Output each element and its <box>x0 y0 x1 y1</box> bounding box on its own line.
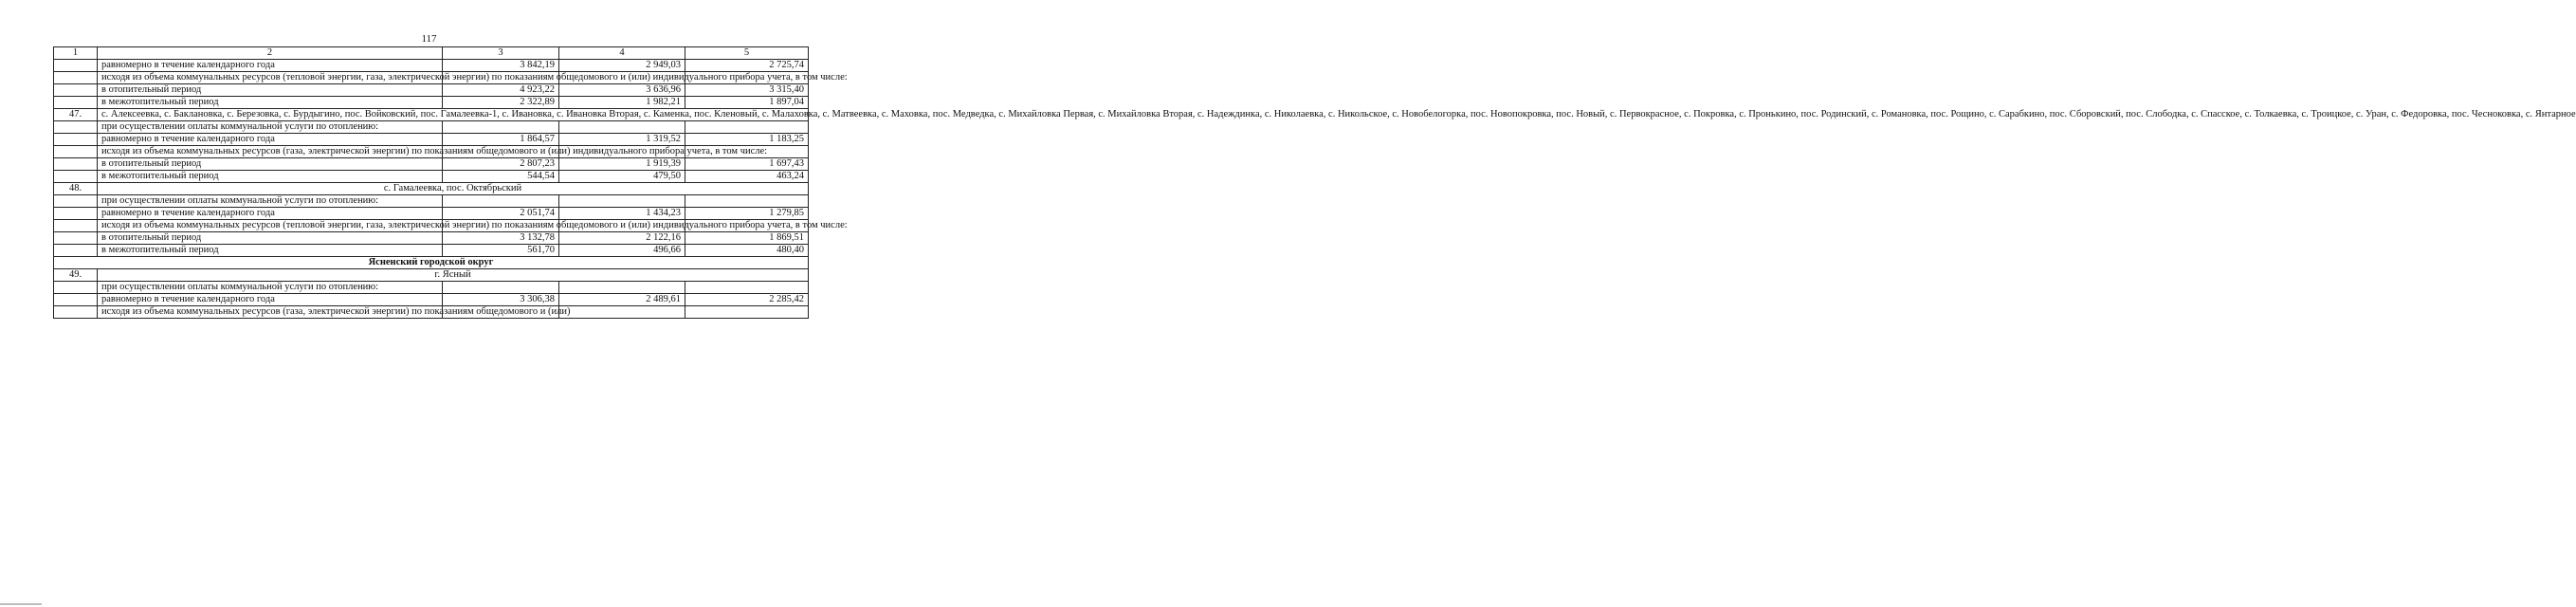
value-col-3: 1 864,57 <box>443 134 559 146</box>
locality-row <box>54 183 809 195</box>
value-col-3: 3 842,19 <box>443 60 559 72</box>
value-col-3: 2 051,74 <box>443 208 559 220</box>
row-description: при осуществлении оплаты коммунальной услуги по отоплению: <box>98 121 443 134</box>
value-col-5: 480,40 <box>685 245 809 257</box>
row-number <box>54 245 98 257</box>
table-row <box>54 60 809 72</box>
page-number: 117 <box>421 33 437 45</box>
row-description: в межотопительный период <box>98 245 443 257</box>
header-col-1: 1 <box>54 47 98 60</box>
value-col-4: 3 636,96 <box>559 84 685 97</box>
table-row <box>54 294 809 306</box>
value-col-5: 3 315,40 <box>685 84 809 97</box>
row-description: в отопительный период <box>98 158 443 171</box>
row-description: в межотопительный период <box>98 97 443 109</box>
row-description: при осуществлении оплаты коммунальной услуги по отоплению: <box>98 282 443 294</box>
row-number <box>54 97 98 109</box>
value-col-4 <box>559 306 685 319</box>
value-col-5: 1 279,85 <box>685 208 809 220</box>
header-col-4: 4 <box>559 47 685 60</box>
locality-row <box>54 269 809 282</box>
table-row <box>54 158 809 171</box>
row-number <box>54 208 98 220</box>
row-description: исходя из объема коммунальных ресурсов (газа, электрической энергии) по показаниям общедомового и (или) индивидуального прибора учета, в том числе: <box>98 146 443 158</box>
row-number <box>54 306 98 319</box>
value-col-5: 1 697,43 <box>685 158 809 171</box>
header-col-2: 2 <box>98 47 443 60</box>
row-number: 49. <box>54 269 98 282</box>
table-row <box>54 72 809 84</box>
row-description: в межотопительный период <box>98 171 443 183</box>
value-col-3: 2 807,23 <box>443 158 559 171</box>
value-col-4: 2 949,03 <box>559 60 685 72</box>
value-col-3: 4 923,22 <box>443 84 559 97</box>
value-col-3: 561,70 <box>443 245 559 257</box>
row-number <box>54 72 98 84</box>
locality-list: с. Гамалеевка, пос. Октябрьский <box>98 183 809 195</box>
section-row <box>54 257 809 269</box>
row-number <box>54 134 98 146</box>
value-col-5: 2 285,42 <box>685 294 809 306</box>
locality-row <box>54 109 809 121</box>
row-number <box>54 60 98 72</box>
table-row <box>54 134 809 146</box>
value-col-4: 2 122,16 <box>559 232 685 245</box>
row-description: исходя из объема коммунальных ресурсов (газа, электрической энергии) по показаниям общедомового и (или) <box>98 306 443 319</box>
value-col-5: 2 725,74 <box>685 60 809 72</box>
value-col-4: 496,66 <box>559 245 685 257</box>
value-col-4: 479,50 <box>559 171 685 183</box>
table-row <box>54 220 809 232</box>
value-col-5: 463,24 <box>685 171 809 183</box>
value-col-3: 2 322,89 <box>443 97 559 109</box>
value-col-4: 1 919,39 <box>559 158 685 171</box>
row-description: в отопительный период <box>98 84 443 97</box>
table-row <box>54 282 809 294</box>
row-number <box>54 84 98 97</box>
table-row <box>54 306 809 319</box>
value-col-4: 2 489,61 <box>559 294 685 306</box>
row-description: равномерно в течение календарного года <box>98 208 443 220</box>
table-row <box>54 195 809 208</box>
row-number <box>54 232 98 245</box>
table-row <box>54 146 809 158</box>
row-description: равномерно в течение календарного года <box>98 134 443 146</box>
table-row <box>54 245 809 257</box>
header-col-3: 3 <box>443 47 559 60</box>
row-number <box>54 294 98 306</box>
row-number <box>54 220 98 232</box>
row-number <box>54 171 98 183</box>
locality-list: г. Ясный <box>98 269 809 282</box>
table-row <box>54 232 809 245</box>
table-row <box>54 121 809 134</box>
row-number: 47. <box>54 109 98 121</box>
value-col-3 <box>443 121 559 134</box>
value-col-4 <box>559 282 685 294</box>
value-col-3: 3 132,78 <box>443 232 559 245</box>
value-col-4 <box>559 195 685 208</box>
value-col-3: 544,54 <box>443 171 559 183</box>
value-col-3 <box>443 282 559 294</box>
header-row <box>54 47 809 60</box>
table-row <box>54 208 809 220</box>
table-row <box>54 171 809 183</box>
value-col-4: 1 434,23 <box>559 208 685 220</box>
value-col-5 <box>685 306 809 319</box>
section-heading: Ясненский городской округ <box>54 257 809 269</box>
row-number: 48. <box>54 183 98 195</box>
row-description: исходя из объема коммунальных ресурсов (тепловой энергии, газа, электрической энергии) по показаниям общедомового и (или) индивидуального прибора учета, в том числе: <box>98 220 443 232</box>
value-col-5 <box>685 121 809 134</box>
row-description: в отопительный период <box>98 232 443 245</box>
value-col-5 <box>685 195 809 208</box>
value-col-4: 1 982,21 <box>559 97 685 109</box>
table-row <box>54 97 809 109</box>
row-number <box>54 158 98 171</box>
row-number <box>54 195 98 208</box>
header-col-5: 5 <box>685 47 809 60</box>
row-number <box>54 146 98 158</box>
row-description: при осуществлении оплаты коммунальной услуги по отоплению: <box>98 195 443 208</box>
value-col-5: 1 869,51 <box>685 232 809 245</box>
value-col-5: 1 897,04 <box>685 97 809 109</box>
value-col-3: 3 306,38 <box>443 294 559 306</box>
value-col-4 <box>559 121 685 134</box>
row-description: равномерно в течение календарного года <box>98 60 443 72</box>
row-description: исходя из объема коммунальных ресурсов (тепловой энергии, газа, электрической энергии) по показаниям общедомового и (или) индивидуального прибора учета, в том числе: <box>98 72 443 84</box>
row-description: равномерно в течение календарного года <box>98 294 443 306</box>
value-col-3 <box>443 195 559 208</box>
row-number <box>54 282 98 294</box>
row-number <box>54 121 98 134</box>
table-row <box>54 84 809 97</box>
value-col-5 <box>685 282 809 294</box>
value-col-4: 1 319,52 <box>559 134 685 146</box>
tariff-table <box>53 46 2576 319</box>
locality-list: с. Алексеевка, с. Баклановка, с. Березовка, с. Бурдыгино, пос. Войковский, пос. Гамалеевка-1, с. Ивановка, с. Ивановка Вторая, с. Каменка, пос. Кленовый, с. Малаховка, с. Матвеевка, с. Маховка, пос. Медведка, с. Михайловка Первая, с. Михайловка Вторая, с. Надеждинка, с. Николаевка, с. Никольское, с. Новобелогорка, пос. Новопокровка, пос. Новый, с. Первокрасное, с. Покровка, с. Пронькино, пос. Родинский, с. Романовка, пос. Рощино, с. Сарабкино, пос. Сборовский, пос. Слободка, с. Спасское, с. Толкаевка, с. Троицкое, с. Уран, с. Федоровка, пос. Чесноковка, с. Янтарное <box>98 109 809 121</box>
page-edge-mark <box>0 603 42 605</box>
value-col-5: 1 183,25 <box>685 134 809 146</box>
